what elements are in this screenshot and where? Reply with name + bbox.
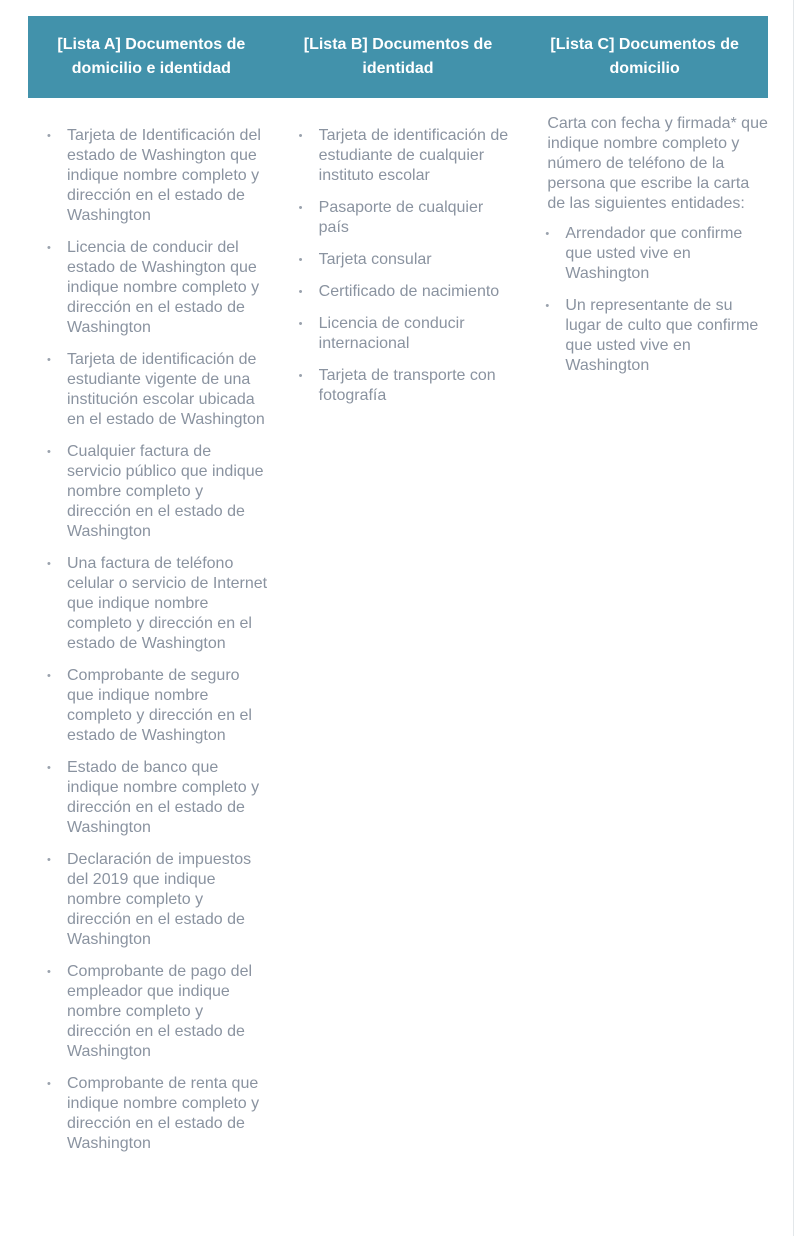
list-item: • Tarjeta consular (319, 250, 516, 270)
list-item: • Cualquier factura de servicio público que indique nombre completo y dirección en el estado de Washington (67, 442, 269, 542)
list-item: • Un representante de su lugar de culto que confirme que usted vive en Washington (565, 296, 768, 376)
column-lista-b (275, 98, 522, 1166)
lista-c-list (547, 224, 768, 376)
column-lista-c (521, 98, 768, 1166)
table-header-row (28, 16, 768, 98)
list-item: • Comprobante de renta que indique nombre completo y dirección en el estado de Washington (67, 1074, 269, 1154)
list-item: • Una factura de teléfono celular o servicio de Internet que indique nombre completo y dirección en el estado de Washington (67, 554, 269, 654)
table-body-row (28, 98, 768, 1166)
column-lista-a (28, 98, 275, 1166)
list-item: • Tarjeta de transporte con fotografía (319, 366, 516, 406)
page-edge-divider (793, 0, 794, 1236)
list-item: • Licencia de conducir internacional (319, 314, 516, 354)
list-item: • Tarjeta de identificación de estudiante vigente de una institución escolar ubicada en el estado de Washington (67, 350, 269, 430)
header-lista-b: [Lista B] Documentos de identidad (303, 36, 493, 77)
list-item: • Estado de banco que indique nombre completo y dirección en el estado de Washington (67, 758, 269, 838)
list-item: • Comprobante de seguro que indique nombre completo y dirección en el estado de Washington (67, 666, 269, 746)
list-item: • Certificado de nacimiento (319, 282, 516, 302)
list-item: • Tarjeta de identificación de estudiante de cualquier instituto escolar (319, 126, 516, 186)
header-lista-c: [Lista C] Documentos de domicilio (550, 36, 739, 77)
list-item: • Licencia de conducir del estado de Washington que indique nombre completo y dirección en el estado de Washington (67, 238, 269, 338)
header-lista-a: [Lista A] Documentos de domicilio e identidad (57, 36, 246, 77)
list-item: • Tarjeta de Identificación del estado de Washington que indique nombre completo y dirección en el estado de Washington (67, 126, 269, 226)
lista-b-list (319, 126, 516, 406)
list-item: • Pasaporte de cualquier país (319, 198, 516, 238)
lista-c-intro: Carta con fecha y firmada* que indique nombre completo y número de teléfono de la persona que escribe la carta de las siguientes entidades: (547, 115, 768, 212)
list-item: • Comprobante de pago del empleador que indique nombre completo y dirección en el estado de Washington (67, 962, 269, 1062)
lista-a-list (67, 126, 269, 1154)
list-item: • Declaración de impuestos del 2019 que indique nombre completo y dirección en el estado de Washington (67, 850, 269, 950)
list-item: • Arrendador que confirme que usted vive en Washington (565, 224, 768, 284)
documents-table (28, 16, 768, 1166)
